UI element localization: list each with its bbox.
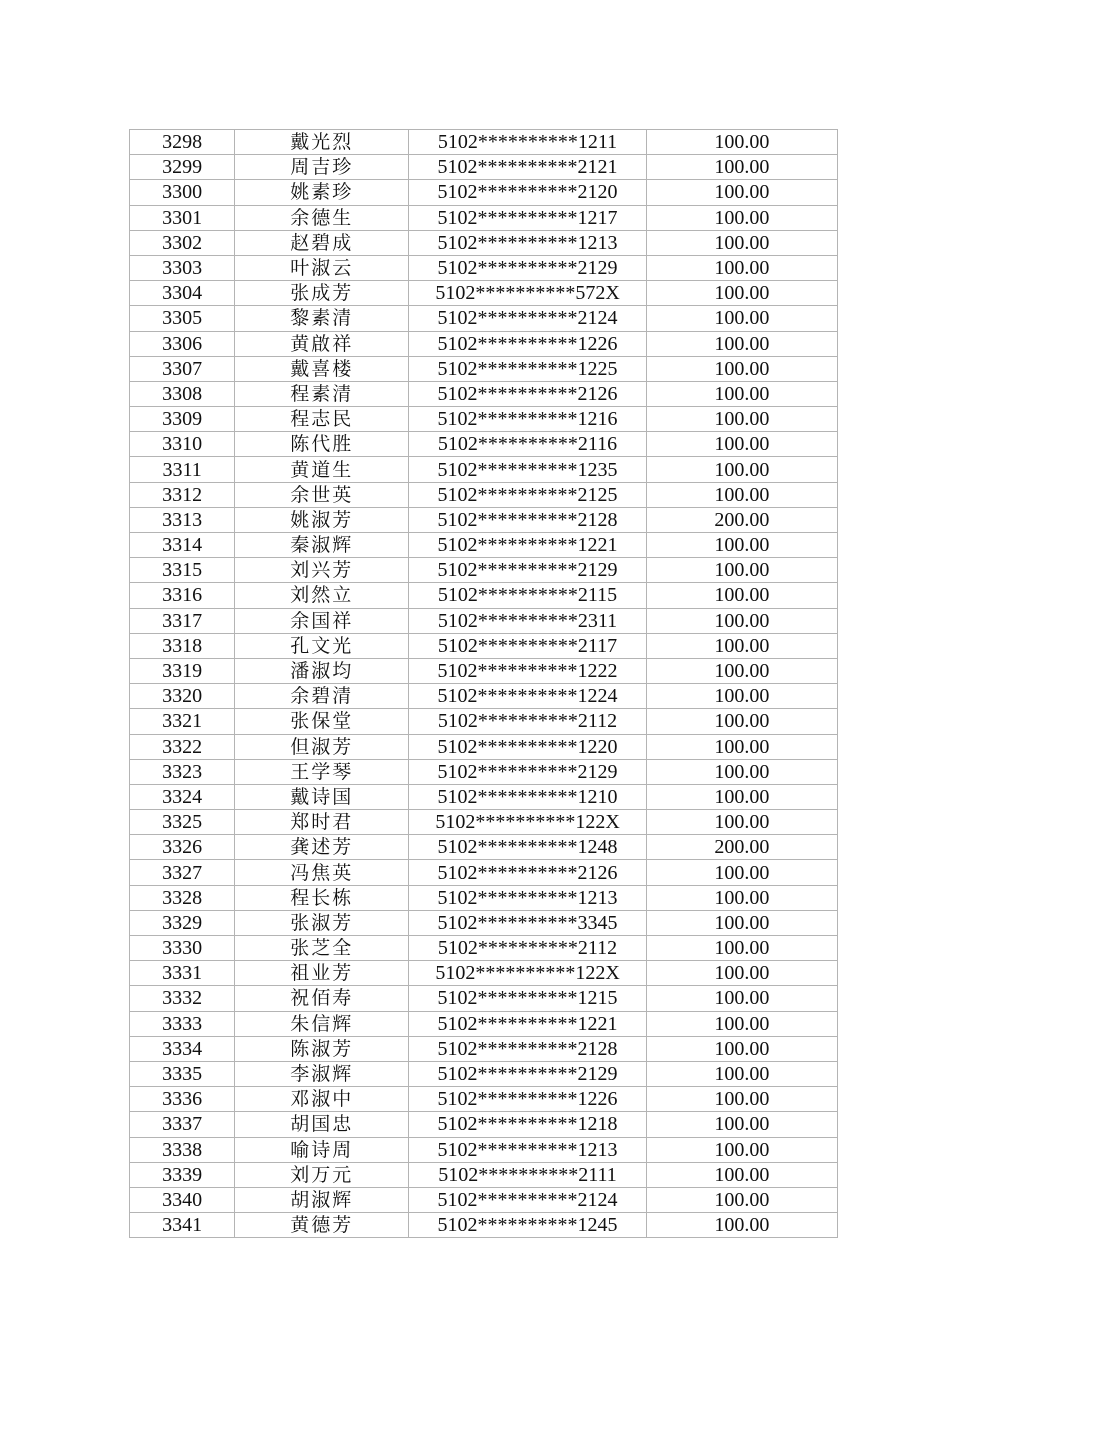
row-number-cell: 3322	[130, 734, 235, 759]
table-row	[130, 583, 838, 608]
id-number-cell: 5102**********3345	[409, 910, 646, 935]
amount-cell: 100.00	[646, 533, 837, 558]
table-row	[130, 734, 838, 759]
id-number-cell: 5102**********1224	[409, 684, 646, 709]
id-number-cell: 5102**********1210	[409, 784, 646, 809]
name-cell: 秦淑辉	[235, 533, 409, 558]
name-cell: 姚淑芳	[235, 507, 409, 532]
row-number-cell: 3312	[130, 482, 235, 507]
row-number-cell: 3325	[130, 810, 235, 835]
amount-cell: 100.00	[646, 1213, 837, 1238]
id-number-cell: 5102**********2112	[409, 936, 646, 961]
id-number-cell: 5102**********2128	[409, 1036, 646, 1061]
name-cell: 王学琴	[235, 759, 409, 784]
amount-cell: 100.00	[646, 230, 837, 255]
row-number-cell: 3315	[130, 558, 235, 583]
id-number-cell: 5102**********2111	[409, 1162, 646, 1187]
table-row	[130, 936, 838, 961]
table-row	[130, 255, 838, 280]
id-number-cell: 5102**********1220	[409, 734, 646, 759]
row-number-cell: 3305	[130, 306, 235, 331]
row-number-cell: 3299	[130, 155, 235, 180]
row-number-cell: 3333	[130, 1011, 235, 1036]
name-cell: 邓淑中	[235, 1087, 409, 1112]
amount-cell: 100.00	[646, 155, 837, 180]
row-number-cell: 3340	[130, 1187, 235, 1212]
row-number-cell: 3330	[130, 936, 235, 961]
table-row	[130, 331, 838, 356]
row-number-cell: 3318	[130, 633, 235, 658]
name-cell: 黄道生	[235, 457, 409, 482]
name-cell: 冯焦英	[235, 860, 409, 885]
amount-cell: 100.00	[646, 1061, 837, 1086]
amount-cell: 100.00	[646, 1036, 837, 1061]
name-cell: 但淑芳	[235, 734, 409, 759]
row-number-cell: 3335	[130, 1061, 235, 1086]
amount-cell: 100.00	[646, 734, 837, 759]
id-number-cell: 5102**********2125	[409, 482, 646, 507]
amount-cell: 100.00	[646, 1137, 837, 1162]
id-number-cell: 5102**********1215	[409, 986, 646, 1011]
name-cell: 余德生	[235, 205, 409, 230]
id-number-cell: 5102**********1221	[409, 533, 646, 558]
id-number-cell: 5102**********1213	[409, 885, 646, 910]
id-number-cell: 5102**********1213	[409, 230, 646, 255]
name-cell: 刘然立	[235, 583, 409, 608]
table-row	[130, 306, 838, 331]
name-cell: 程长栋	[235, 885, 409, 910]
name-cell: 余国祥	[235, 608, 409, 633]
table-row	[130, 230, 838, 255]
id-number-cell: 5102**********2129	[409, 255, 646, 280]
name-cell: 戴光烈	[235, 130, 409, 155]
table-row	[130, 1112, 838, 1137]
amount-cell: 200.00	[646, 507, 837, 532]
id-number-cell: 5102**********1217	[409, 205, 646, 230]
table-row	[130, 986, 838, 1011]
name-cell: 余碧清	[235, 684, 409, 709]
row-number-cell: 3302	[130, 230, 235, 255]
table-row	[130, 1087, 838, 1112]
name-cell: 黄德芳	[235, 1213, 409, 1238]
table-row	[130, 759, 838, 784]
id-number-cell: 5102**********1213	[409, 1137, 646, 1162]
amount-cell: 100.00	[646, 356, 837, 381]
row-number-cell: 3317	[130, 608, 235, 633]
amount-cell: 100.00	[646, 205, 837, 230]
amount-cell: 100.00	[646, 961, 837, 986]
row-number-cell: 3316	[130, 583, 235, 608]
table-row	[130, 381, 838, 406]
id-number-cell: 5102**********2129	[409, 558, 646, 583]
row-number-cell: 3298	[130, 130, 235, 155]
amount-cell: 100.00	[646, 306, 837, 331]
amount-cell: 100.00	[646, 784, 837, 809]
amount-cell: 100.00	[646, 885, 837, 910]
row-number-cell: 3334	[130, 1036, 235, 1061]
table-row	[130, 1036, 838, 1061]
row-number-cell: 3300	[130, 180, 235, 205]
amount-cell: 100.00	[646, 810, 837, 835]
id-number-cell: 5102**********2129	[409, 1061, 646, 1086]
amount-cell: 100.00	[646, 381, 837, 406]
table-row	[130, 281, 838, 306]
name-cell: 程志民	[235, 407, 409, 432]
amount-cell: 100.00	[646, 759, 837, 784]
table-row	[130, 633, 838, 658]
row-number-cell: 3301	[130, 205, 235, 230]
amount-cell: 100.00	[646, 936, 837, 961]
row-number-cell: 3326	[130, 835, 235, 860]
table-row	[130, 1137, 838, 1162]
table-row	[130, 910, 838, 935]
name-cell: 祖业芳	[235, 961, 409, 986]
row-number-cell: 3341	[130, 1213, 235, 1238]
row-number-cell: 3320	[130, 684, 235, 709]
name-cell: 黄啟祥	[235, 331, 409, 356]
amount-cell: 100.00	[646, 910, 837, 935]
table-row	[130, 784, 838, 809]
amount-cell: 100.00	[646, 130, 837, 155]
id-number-cell: 5102**********1226	[409, 331, 646, 356]
table-row	[130, 658, 838, 683]
table-row	[130, 533, 838, 558]
id-number-cell: 5102**********1216	[409, 407, 646, 432]
id-number-cell: 5102**********1222	[409, 658, 646, 683]
amount-cell: 100.00	[646, 583, 837, 608]
id-number-cell: 5102**********1218	[409, 1112, 646, 1137]
row-number-cell: 3308	[130, 381, 235, 406]
data-table	[129, 129, 838, 1238]
table-row	[130, 608, 838, 633]
row-number-cell: 3319	[130, 658, 235, 683]
name-cell: 张淑芳	[235, 910, 409, 935]
id-number-cell: 5102**********1225	[409, 356, 646, 381]
id-number-cell: 5102**********2112	[409, 709, 646, 734]
name-cell: 郑时君	[235, 810, 409, 835]
table-row	[130, 558, 838, 583]
name-cell: 余世英	[235, 482, 409, 507]
row-number-cell: 3309	[130, 407, 235, 432]
table-row	[130, 961, 838, 986]
name-cell: 张保堂	[235, 709, 409, 734]
row-number-cell: 3324	[130, 784, 235, 809]
amount-cell: 100.00	[646, 684, 837, 709]
name-cell: 叶淑云	[235, 255, 409, 280]
name-cell: 张芝全	[235, 936, 409, 961]
amount-cell: 200.00	[646, 835, 837, 860]
row-number-cell: 3310	[130, 432, 235, 457]
table-row	[130, 1187, 838, 1212]
id-number-cell: 5102**********2117	[409, 633, 646, 658]
name-cell: 陈淑芳	[235, 1036, 409, 1061]
name-cell: 李淑辉	[235, 1061, 409, 1086]
id-number-cell: 5102**********572X	[409, 281, 646, 306]
table-row	[130, 130, 838, 155]
row-number-cell: 3332	[130, 986, 235, 1011]
row-number-cell: 3339	[130, 1162, 235, 1187]
row-number-cell: 3306	[130, 331, 235, 356]
amount-cell: 100.00	[646, 709, 837, 734]
amount-cell: 100.00	[646, 407, 837, 432]
name-cell: 戴喜楼	[235, 356, 409, 381]
table-row	[130, 356, 838, 381]
table-row	[130, 885, 838, 910]
amount-cell: 100.00	[646, 281, 837, 306]
name-cell: 喻诗周	[235, 1137, 409, 1162]
amount-cell: 100.00	[646, 658, 837, 683]
id-number-cell: 5102**********2129	[409, 759, 646, 784]
id-number-cell: 5102**********2124	[409, 306, 646, 331]
row-number-cell: 3337	[130, 1112, 235, 1137]
row-number-cell: 3304	[130, 281, 235, 306]
name-cell: 张成芳	[235, 281, 409, 306]
row-number-cell: 3314	[130, 533, 235, 558]
name-cell: 赵碧成	[235, 230, 409, 255]
row-number-cell: 3327	[130, 860, 235, 885]
amount-cell: 100.00	[646, 558, 837, 583]
amount-cell: 100.00	[646, 1011, 837, 1036]
id-number-cell: 5102**********1226	[409, 1087, 646, 1112]
id-number-cell: 5102**********122X	[409, 810, 646, 835]
amount-cell: 100.00	[646, 1087, 837, 1112]
id-number-cell: 5102**********122X	[409, 961, 646, 986]
row-number-cell: 3321	[130, 709, 235, 734]
name-cell: 潘淑均	[235, 658, 409, 683]
name-cell: 陈代胜	[235, 432, 409, 457]
row-number-cell: 3311	[130, 457, 235, 482]
id-number-cell: 5102**********2311	[409, 608, 646, 633]
table-row	[130, 1061, 838, 1086]
amount-cell: 100.00	[646, 255, 837, 280]
name-cell: 朱信辉	[235, 1011, 409, 1036]
amount-cell: 100.00	[646, 482, 837, 507]
name-cell: 戴诗国	[235, 784, 409, 809]
row-number-cell: 3338	[130, 1137, 235, 1162]
name-cell: 程素清	[235, 381, 409, 406]
name-cell: 孔文光	[235, 633, 409, 658]
name-cell: 刘万元	[235, 1162, 409, 1187]
name-cell: 刘兴芳	[235, 558, 409, 583]
name-cell: 黎素清	[235, 306, 409, 331]
amount-cell: 100.00	[646, 1162, 837, 1187]
name-cell: 姚素珍	[235, 180, 409, 205]
amount-cell: 100.00	[646, 1112, 837, 1137]
id-number-cell: 5102**********2116	[409, 432, 646, 457]
table-row	[130, 205, 838, 230]
id-number-cell: 5102**********1235	[409, 457, 646, 482]
table-row	[130, 709, 838, 734]
table-row	[130, 1213, 838, 1238]
amount-cell: 100.00	[646, 457, 837, 482]
id-number-cell: 5102**********2121	[409, 155, 646, 180]
row-number-cell: 3307	[130, 356, 235, 381]
id-number-cell: 5102**********1245	[409, 1213, 646, 1238]
table-row	[130, 684, 838, 709]
id-number-cell: 5102**********2120	[409, 180, 646, 205]
row-number-cell: 3331	[130, 961, 235, 986]
table-row	[130, 180, 838, 205]
id-number-cell: 5102**********2115	[409, 583, 646, 608]
table-row	[130, 1011, 838, 1036]
name-cell: 祝佰寿	[235, 986, 409, 1011]
amount-cell: 100.00	[646, 986, 837, 1011]
name-cell: 周吉珍	[235, 155, 409, 180]
row-number-cell: 3336	[130, 1087, 235, 1112]
table-row	[130, 155, 838, 180]
row-number-cell: 3303	[130, 255, 235, 280]
row-number-cell: 3328	[130, 885, 235, 910]
amount-cell: 100.00	[646, 860, 837, 885]
amount-cell: 100.00	[646, 180, 837, 205]
amount-cell: 100.00	[646, 432, 837, 457]
row-number-cell: 3313	[130, 507, 235, 532]
table-row	[130, 1162, 838, 1187]
name-cell: 龚述芳	[235, 835, 409, 860]
id-number-cell: 5102**********1248	[409, 835, 646, 860]
id-number-cell: 5102**********2126	[409, 860, 646, 885]
table-row	[130, 507, 838, 532]
id-number-cell: 5102**********1221	[409, 1011, 646, 1036]
name-cell: 胡淑辉	[235, 1187, 409, 1212]
table-row	[130, 457, 838, 482]
table-row	[130, 432, 838, 457]
table-row	[130, 810, 838, 835]
amount-cell: 100.00	[646, 1187, 837, 1212]
table-row	[130, 860, 838, 885]
table-row	[130, 482, 838, 507]
table-row	[130, 407, 838, 432]
id-number-cell: 5102**********1211	[409, 130, 646, 155]
table-body	[130, 130, 838, 1238]
id-number-cell: 5102**********2124	[409, 1187, 646, 1212]
table-row	[130, 835, 838, 860]
amount-cell: 100.00	[646, 331, 837, 356]
row-number-cell: 3323	[130, 759, 235, 784]
amount-cell: 100.00	[646, 633, 837, 658]
amount-cell: 100.00	[646, 608, 837, 633]
row-number-cell: 3329	[130, 910, 235, 935]
name-cell: 胡国忠	[235, 1112, 409, 1137]
id-number-cell: 5102**********2126	[409, 381, 646, 406]
id-number-cell: 5102**********2128	[409, 507, 646, 532]
